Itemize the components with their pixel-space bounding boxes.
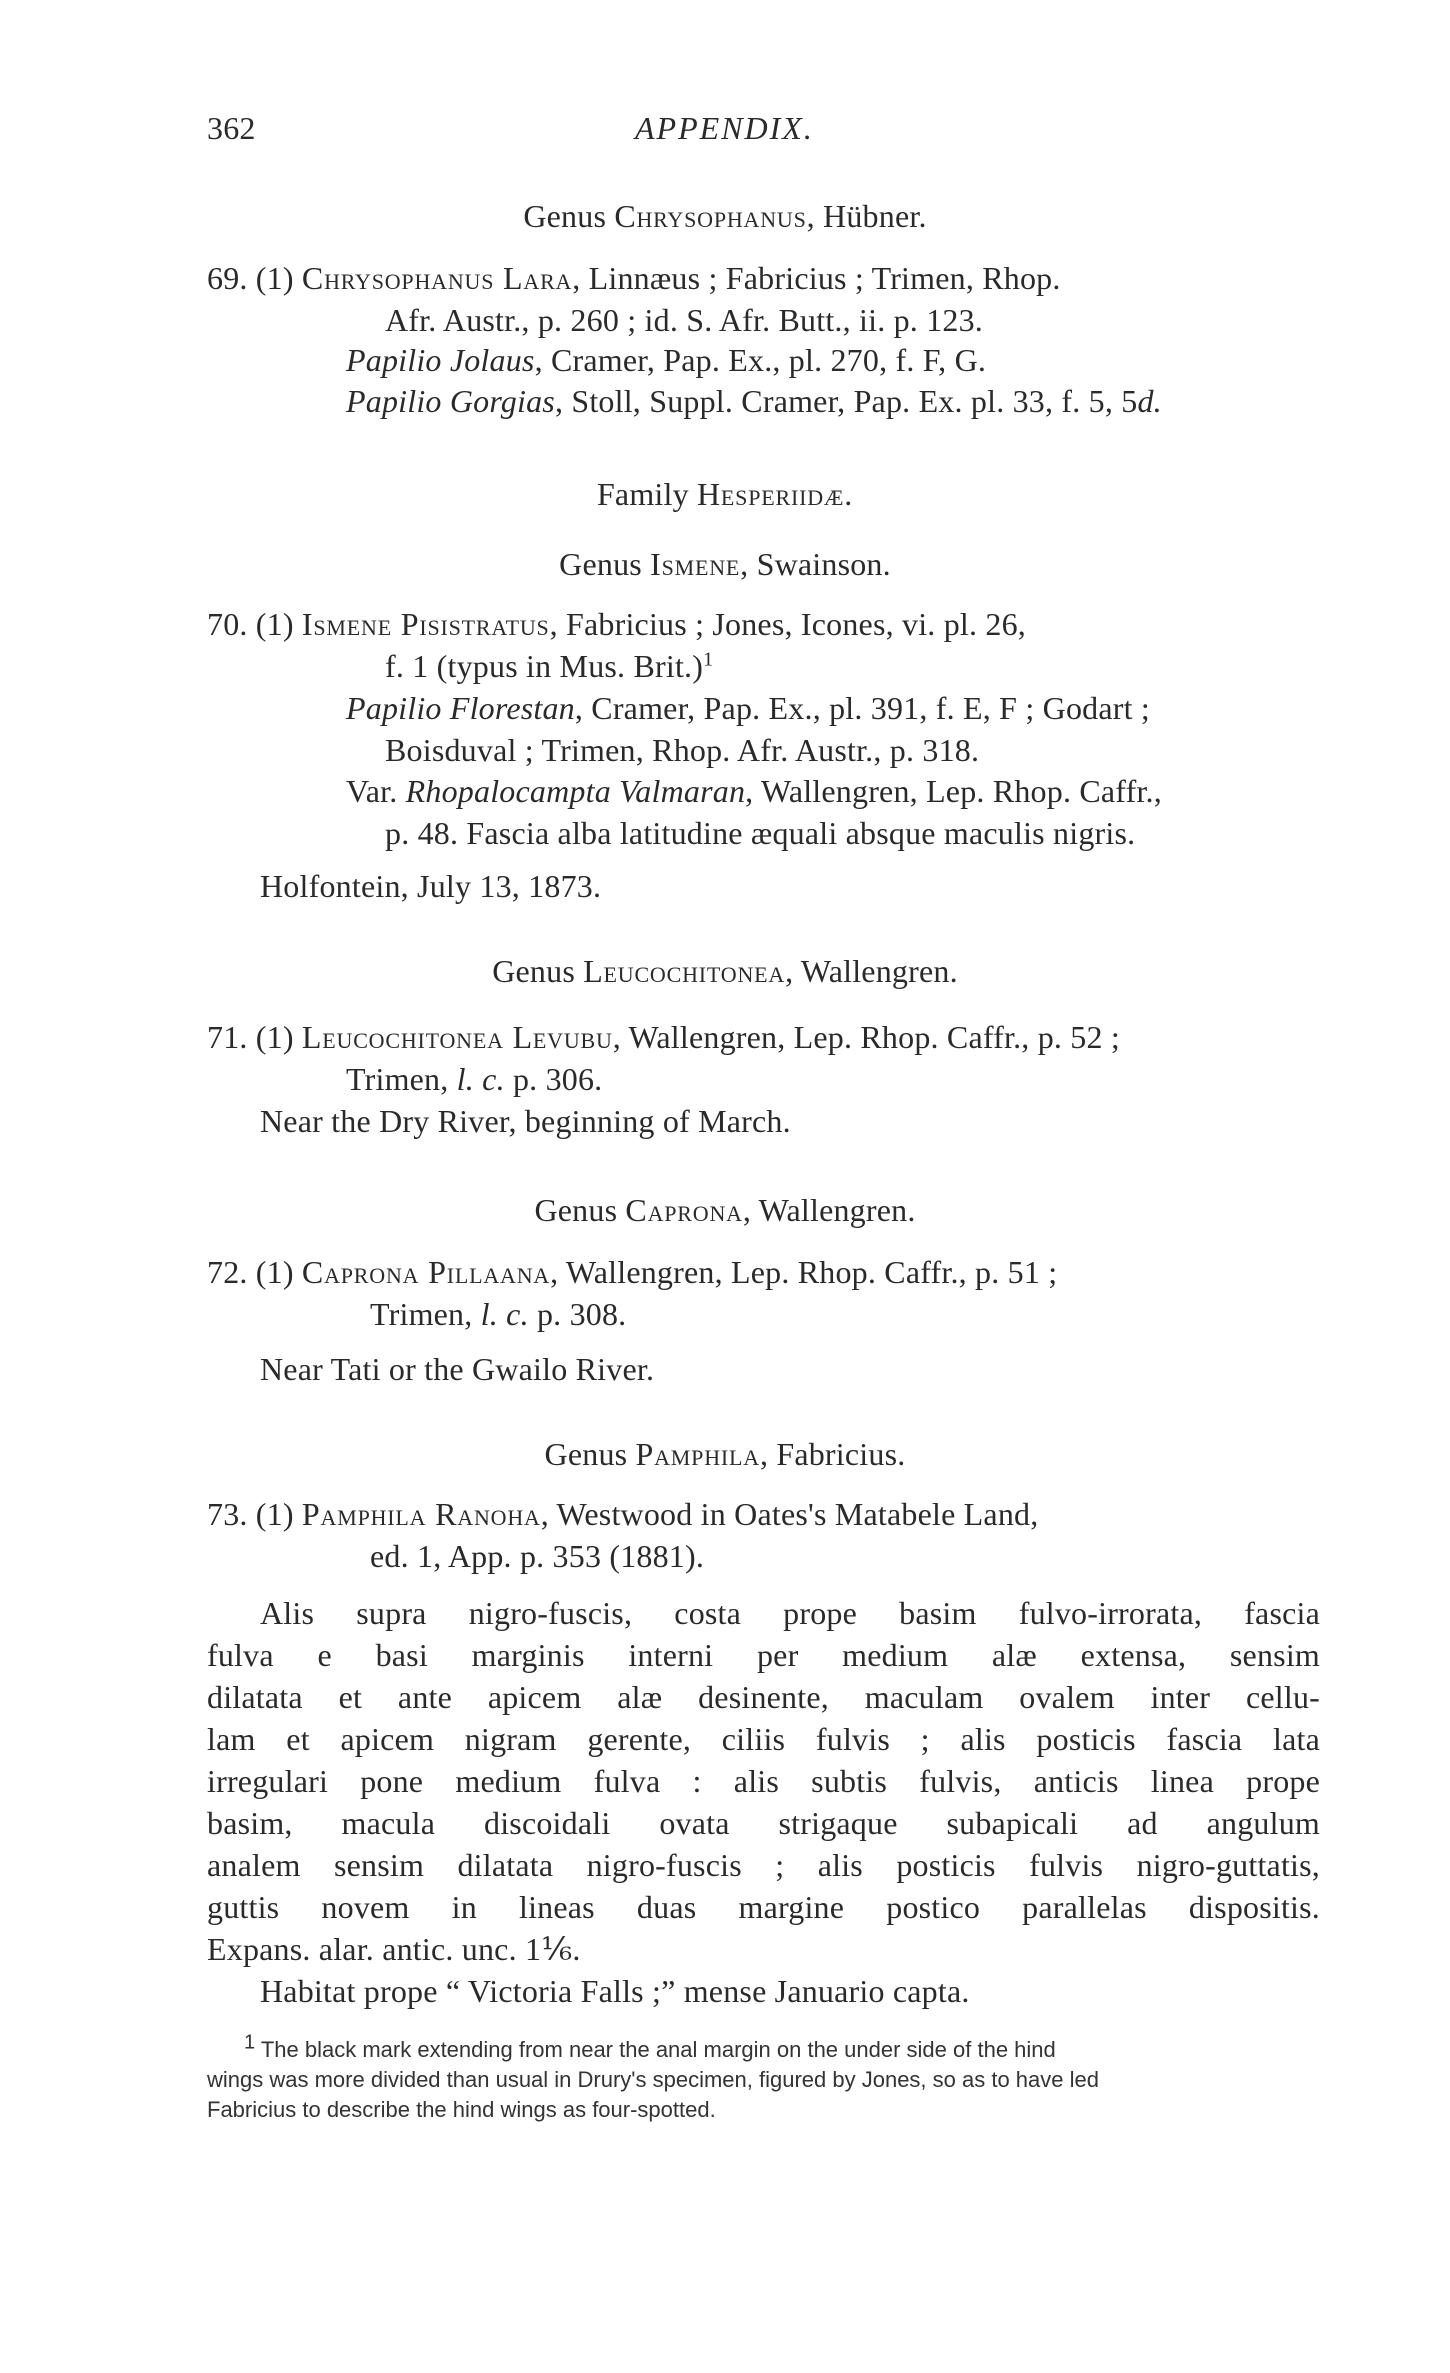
footnote-mark: 1 bbox=[244, 2031, 256, 2054]
description-line: basim, macula discoidali ovata strigaque subapicali ad angulum bbox=[207, 1805, 1320, 1841]
description-line: guttis novem in lineas duas margine postico parallelas dispositis. bbox=[207, 1889, 1320, 1925]
genus-heading-pamphila: Genus Pamphila, Fabricius. bbox=[544, 1436, 906, 1472]
footnote-line-3: Fabricius to describe the hind wings as four-spotted. bbox=[207, 2097, 716, 2122]
genus-heading-chrysophanus: Genus Chrysophanus, Hübner. bbox=[523, 198, 927, 234]
expanse-line: Expans. alar. antic. unc. 1⅙. bbox=[207, 1931, 581, 1967]
entry-72-line-2: Trimen, l. c. p. 308. bbox=[370, 1296, 627, 1332]
entry-70-line-2: f. 1 (typus in Mus. Brit.)$^1$ bbox=[385, 648, 714, 684]
page-number: 362 bbox=[207, 110, 256, 146]
entry-70-synonym-1: Papilio Florestan, Cramer, Pap. Ex., pl. 391, f. E, F ; Godart ; bbox=[346, 690, 1151, 726]
description-line: analem sensim dilatata nigro-fuscis ; alis posticis fulvis nigro-guttatis, bbox=[207, 1847, 1320, 1883]
entry-72-locality: Near Tati or the Gwailo River. bbox=[260, 1351, 655, 1387]
entry-70-line-6: p. 48. Fascia alba latitudine æquali absque maculis nigris. bbox=[385, 815, 1136, 851]
entry-71-line-1: 71. (1) Leucochitonea Levubu, Wallengren, Lep. Rhop. Caffr., p. 52 ; bbox=[207, 1019, 1120, 1055]
entry-69-synonym-2: Papilio Gorgias, Stoll, Suppl. Cramer, Pap. Ex. pl. 33, f. 5, 5d. bbox=[346, 383, 1162, 419]
entry-71-line-2: Trimen, l. c. p. 306. bbox=[346, 1061, 603, 1097]
description-line: irregulari pone medium fulva : alis subtis fulvis, anticis linea prope bbox=[207, 1763, 1320, 1799]
description-line: Alis supra nigro-fuscis, costa prope basim fulvo-irrorata, fascia bbox=[260, 1595, 1320, 1631]
habitat-line: Habitat prope “ Victoria Falls ;” mense Januario capta. bbox=[260, 1973, 970, 2009]
entry-69-synonym-1: Papilio Jolaus, Cramer, Pap. Ex., pl. 270, f. F, G. bbox=[346, 342, 987, 378]
footnote-reference: 1 bbox=[703, 648, 714, 671]
genus-heading-caprona: Genus Caprona, Wallengren. bbox=[534, 1192, 916, 1228]
entry-69-line-1: 69. (1) Chrysophanus Lara, Linnæus ; Fabricius ; Trimen, Rhop. bbox=[207, 260, 1061, 296]
entry-73-line-2: ed. 1, App. p. 353 (1881). bbox=[370, 1538, 705, 1574]
description-line: dilatata et ante apicem alæ desinente, maculam ovalem inter cellu- bbox=[207, 1679, 1320, 1715]
entry-70-line-4: Boisduval ; Trimen, Rhop. Afr. Austr., p. 318. bbox=[385, 732, 980, 768]
entry-70-line-1: 70. (1) Ismene Pisistratus, Fabricius ; Jones, Icones, vi. pl. 26, bbox=[207, 606, 1026, 642]
entry-69-line-2: Afr. Austr., p. 260 ; id. S. Afr. Butt., ii. p. 123. bbox=[385, 302, 984, 338]
genus-heading-ismene: Genus Ismene, Swainson. bbox=[559, 546, 891, 582]
family-heading-hesperiidae: Family Hesperiidæ. bbox=[596, 476, 854, 512]
description-line: lam et apicem nigram gerente, ciliis fulvis ; alis posticis fascia lata bbox=[207, 1721, 1320, 1757]
entry-70-variety: Var. Rhopalocampta Valmaran, Wallengren, Lep. Rhop. Caffr., bbox=[346, 773, 1162, 809]
running-title: APPENDIX. bbox=[635, 110, 814, 146]
entry-73-line-1: 73. (1) Pamphila Ranoha, Westwood in Oates's Matabele Land, bbox=[207, 1496, 1039, 1532]
genus-heading-leucochitonea: Genus Leucochitonea, Wallengren. bbox=[492, 953, 958, 989]
footnote-line-1: $^1$ The black mark extending from near the anal margin on the under side of the hind bbox=[244, 2031, 1056, 2062]
entry-70-locality: Holfontein, July 13, 1873. bbox=[260, 868, 602, 904]
footnote-line-2: wings was more divided than usual in Drury's specimen, figured by Jones, so as to have led bbox=[207, 2067, 1099, 2092]
entry-71-locality: Near the Dry River, beginning of March. bbox=[260, 1103, 791, 1139]
description-line: fulva e basi marginis interni per medium alæ extensa, sensim bbox=[207, 1637, 1320, 1673]
entry-72-line-1: 72. (1) Caprona Pillaana, Wallengren, Lep. Rhop. Caffr., p. 51 ; bbox=[207, 1254, 1058, 1290]
